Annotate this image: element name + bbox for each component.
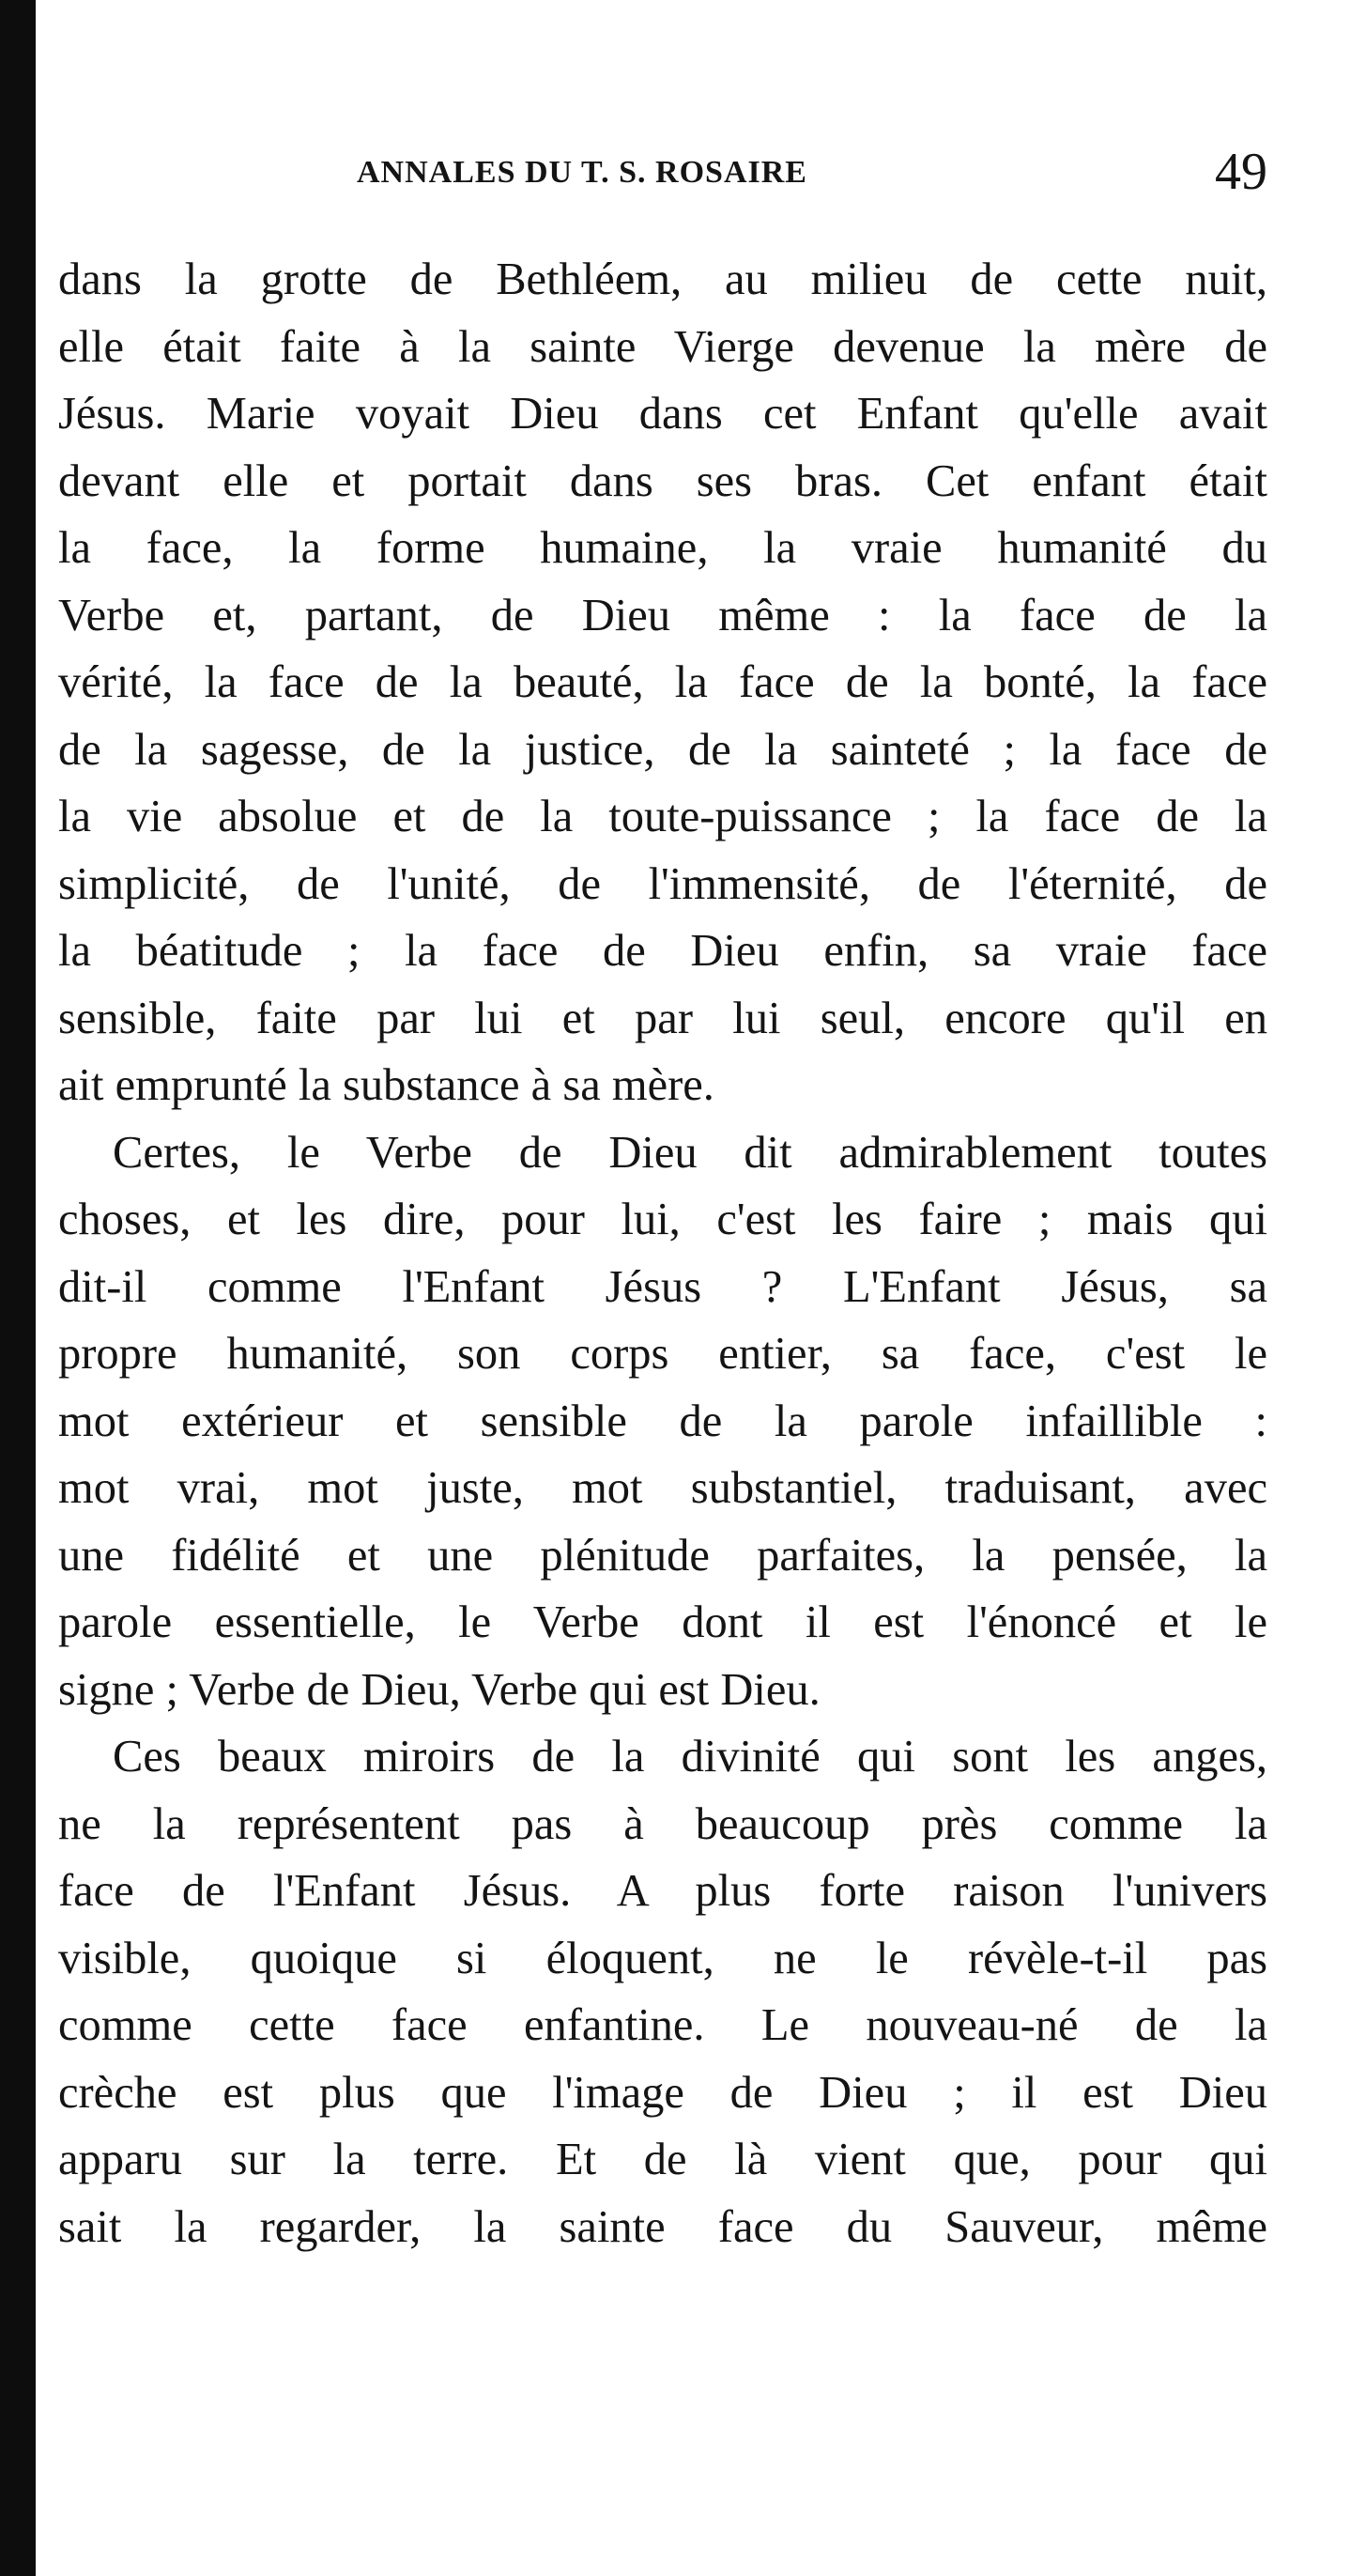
text-line: comme cette face enfantine. Le nouveau-né de la [58, 2000, 1267, 2050]
text-line: crèche est plus que l'image de Dieu ; il est Dieu [58, 2067, 1267, 2118]
text-line: elle était faite à la sainte Vierge devenue la mère de [58, 321, 1267, 372]
text-line: la vie absolue et de la toute-puissance ; la face de la [58, 792, 1267, 841]
text-line: la face, la forme humaine, la vraie humanité du [58, 523, 1267, 573]
text-line: choses, et les dire, pour lui, c'est les faire ; mais qui [58, 1195, 1267, 1244]
text-line: mot extérieur et sensible de la parole infaillible : [58, 1396, 1267, 1446]
text-line: Jésus. Marie voyait Dieu dans cet Enfant qu'elle avait [58, 389, 1267, 439]
text-line: de la sagesse, de la justice, de la sainteté ; la face de [58, 724, 1267, 775]
text-line: Ces beaux miroirs de la divinité qui sont les anges, [113, 1732, 1267, 1782]
text-line: dit-il comme l'Enfant Jésus ? L'Enfant Jésus, sa [58, 1261, 1267, 1312]
text-line: ait emprunté la substance à sa mère. [58, 1060, 714, 1110]
text-line: Certes, le Verbe de Dieu dit admirablement toutes [113, 1127, 1267, 1178]
body-text [58, 246, 1267, 2260]
text-line: une fidélité et une plénitude parfaites, la pensée, la [58, 1530, 1267, 1581]
paragraph-3 [58, 1723, 1267, 2260]
text-line: ne la représentent pas à beaucoup près comme la [58, 1798, 1267, 1849]
text-line: apparu sur la terre. Et de là vient que, pour qui [58, 2135, 1267, 2184]
binding-edge [0, 0, 36, 2576]
text-line: propre humanité, son corps entier, sa face, c'est le [58, 1329, 1267, 1379]
running-head: ANNALES DU T. S. ROSAIRE [357, 155, 807, 190]
text-line: mot vrai, mot juste, mot substantiel, traduisant, avec [58, 1463, 1267, 1513]
text-line: sensible, faite par lui et par lui seul, encore qu'il en [58, 993, 1267, 1043]
text-line: simplicité, de l'unité, de l'immensité, de l'éternité, de [58, 858, 1267, 909]
text-line: visible, quoique si éloquent, ne le révèle-t-il pas [58, 1933, 1267, 1983]
text-line: face de l'Enfant Jésus. A plus forte raison l'univers [58, 1866, 1267, 1916]
text-line: signe ; Verbe de Dieu, Verbe qui est Dieu. [58, 1664, 821, 1715]
paragraph-2 [58, 1119, 1267, 1724]
text-line: la béatitude ; la face de Dieu enfin, sa vraie face [58, 926, 1267, 976]
text-line: dans la grotte de Bethléem, au milieu de cette nuit, [58, 255, 1267, 304]
text-line: vérité, la face de la beauté, la face de la bonté, la face [58, 657, 1267, 707]
page-header [357, 143, 1267, 211]
text-line: parole essentielle, le Verbe dont il est l'énoncé et le [58, 1597, 1267, 1647]
paragraph-1 [58, 246, 1267, 1119]
text-line: devant elle et portait dans ses bras. Cet enfant était [58, 455, 1267, 506]
page-number: 49 [1215, 143, 1267, 201]
text-line: Verbe et, partant, de Dieu même : la face de la [58, 590, 1267, 640]
text-line: sait la regarder, la sainte face du Sauveur, même [58, 2201, 1267, 2252]
